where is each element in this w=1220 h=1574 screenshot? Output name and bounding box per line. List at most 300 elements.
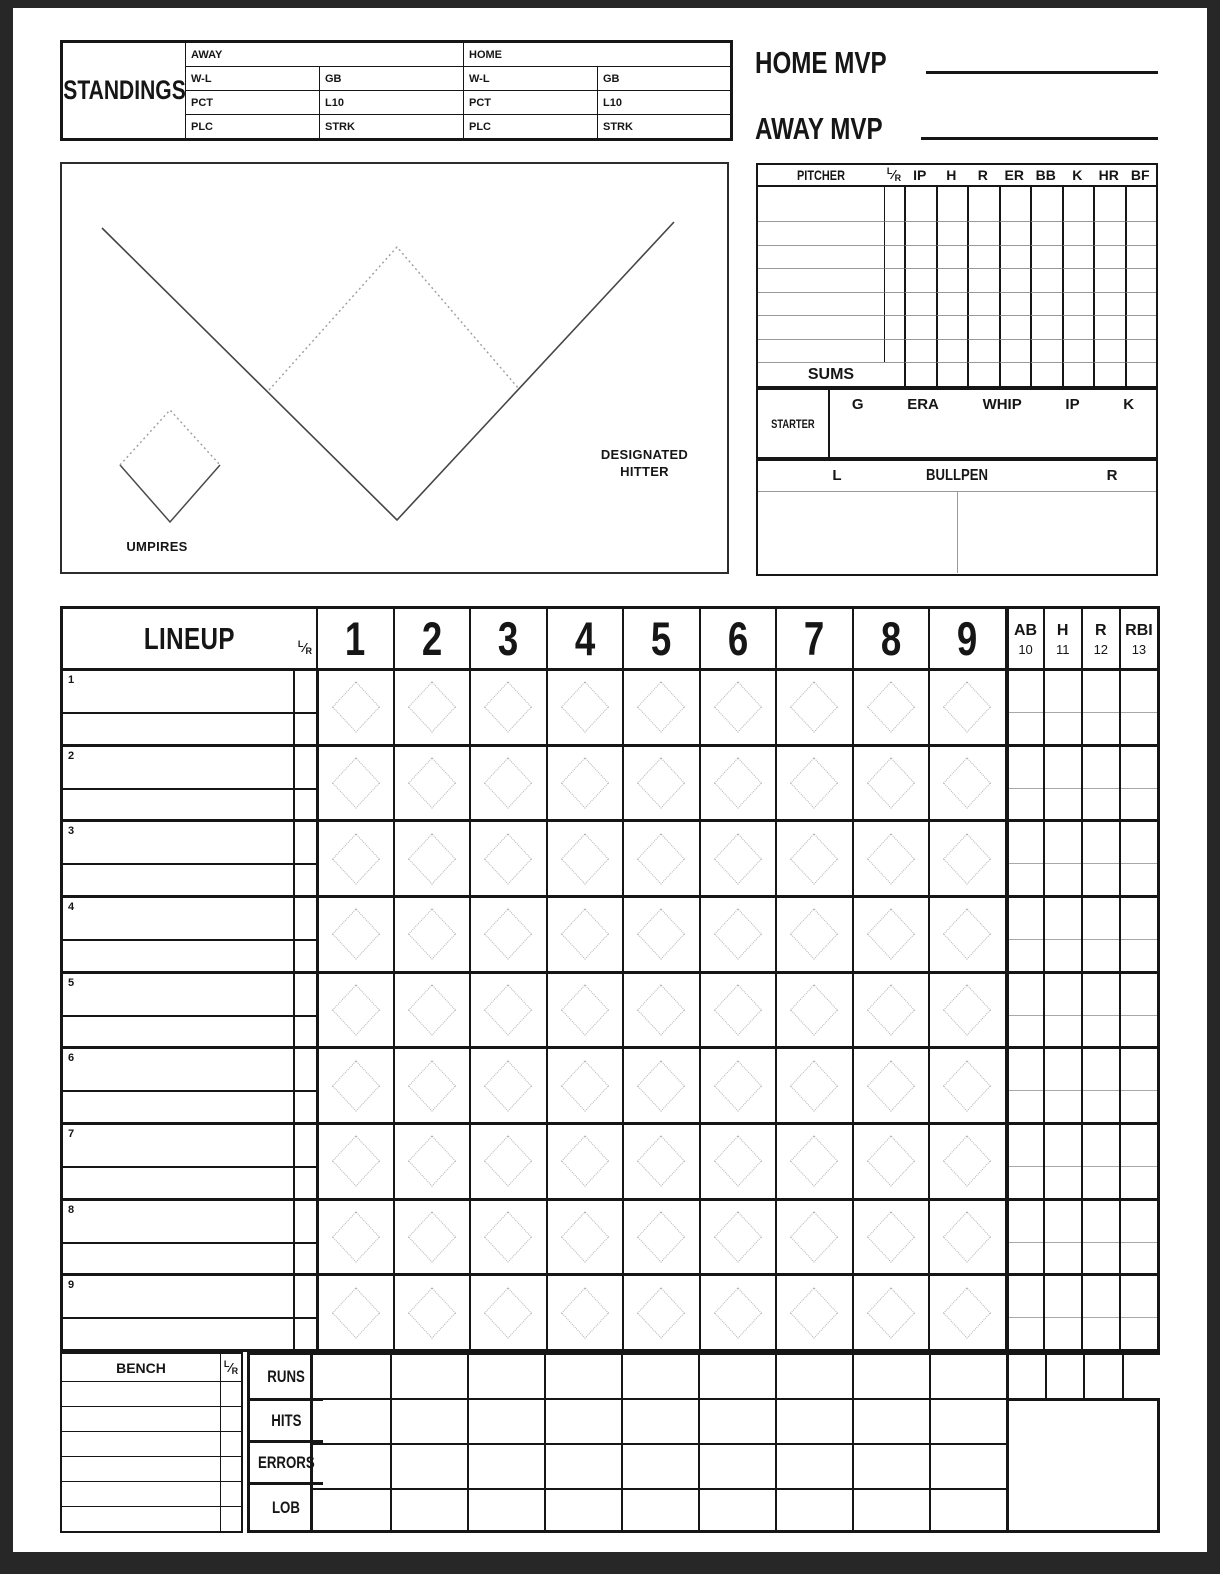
- pitcher-sums-cell[interactable]: [999, 362, 1031, 386]
- inning-cell[interactable]: [469, 1198, 546, 1274]
- pitcher-cell[interactable]: [884, 185, 904, 221]
- standings-home-l10-cell[interactable]: L10: [597, 90, 730, 114]
- inning-cell[interactable]: [469, 1046, 546, 1122]
- stat-cell[interactable]: [1043, 1122, 1081, 1198]
- stat-cell[interactable]: [1005, 668, 1043, 744]
- stat-cell[interactable]: [1081, 1046, 1119, 1122]
- inning-cell[interactable]: [393, 1046, 470, 1122]
- inning-cell[interactable]: [852, 1122, 929, 1198]
- stat-cell[interactable]: [1081, 895, 1119, 971]
- batter-lr-cell[interactable]: [293, 1198, 316, 1274]
- stat-cell[interactable]: [1081, 744, 1119, 820]
- bullpen-right-label: R: [1106, 467, 1118, 484]
- stat-cell[interactable]: [1043, 668, 1081, 744]
- totals-cell[interactable]: [929, 1488, 1006, 1530]
- pitcher-cell[interactable]: [904, 185, 936, 221]
- inning-cell[interactable]: [393, 744, 470, 820]
- stat-cell[interactable]: [1005, 744, 1043, 820]
- inning-cell[interactable]: [928, 895, 1005, 971]
- pitcher-cell[interactable]: [999, 245, 1031, 269]
- inning-cell[interactable]: [699, 668, 776, 744]
- inning-cell[interactable]: [699, 1273, 776, 1349]
- pitcher-col-header: ER: [1004, 167, 1024, 183]
- inning-cell[interactable]: [316, 895, 393, 971]
- pitcher-cell[interactable]: [884, 245, 904, 269]
- standings-away-plc-cell[interactable]: PLC: [185, 114, 319, 138]
- pitcher-sums-cell[interactable]: [1093, 362, 1125, 386]
- standings-away-l10-cell[interactable]: L10: [319, 90, 463, 114]
- inning-cell[interactable]: [852, 668, 929, 744]
- stat-cell[interactable]: [1005, 819, 1043, 895]
- pitcher-cell[interactable]: [758, 315, 884, 339]
- inning-cell[interactable]: [852, 1273, 929, 1349]
- totals-stat-cell[interactable]: [1083, 1352, 1122, 1398]
- pitcher-cell[interactable]: [967, 245, 999, 269]
- stat-cell[interactable]: [1005, 1046, 1043, 1122]
- totals-cell[interactable]: [467, 1352, 544, 1398]
- inning-cell[interactable]: [622, 1046, 699, 1122]
- inning-cell[interactable]: [622, 668, 699, 744]
- inning-cell[interactable]: [775, 1198, 852, 1274]
- standings-home-strk-cell[interactable]: STRK: [597, 114, 730, 138]
- inning-cell[interactable]: [316, 1122, 393, 1198]
- pitcher-cell[interactable]: [1125, 245, 1157, 269]
- bench-lr-cell[interactable]: [220, 1431, 241, 1456]
- inning-cell[interactable]: [852, 1198, 929, 1274]
- pitcher-cell[interactable]: [1093, 185, 1125, 221]
- inning-cell[interactable]: [928, 1198, 1005, 1274]
- pitcher-cell[interactable]: [999, 339, 1031, 363]
- standings-away-wl-cell[interactable]: W-L: [185, 66, 319, 90]
- stat-cell[interactable]: [1005, 1122, 1043, 1198]
- pitcher-cell[interactable]: [758, 268, 884, 292]
- totals-cell[interactable]: [544, 1443, 621, 1488]
- inning-cell[interactable]: [546, 1198, 623, 1274]
- pitcher-cell[interactable]: [884, 339, 904, 363]
- totals-cell[interactable]: [467, 1488, 544, 1530]
- totals-cell[interactable]: [313, 1398, 390, 1443]
- inning-cell[interactable]: [699, 819, 776, 895]
- inning-cell[interactable]: [699, 1198, 776, 1274]
- inning-cell[interactable]: [622, 1198, 699, 1274]
- totals-cell[interactable]: [467, 1443, 544, 1488]
- pitcher-cell[interactable]: [1093, 339, 1125, 363]
- pitcher-cell[interactable]: [967, 339, 999, 363]
- inning-cell[interactable]: [393, 668, 470, 744]
- batter-name-cell[interactable]: [63, 819, 293, 895]
- inning-cell[interactable]: [699, 744, 776, 820]
- totals-cell[interactable]: [313, 1352, 390, 1398]
- inning-cell[interactable]: [622, 895, 699, 971]
- totals-cell[interactable]: [467, 1398, 544, 1443]
- inning-cell[interactable]: [469, 1273, 546, 1349]
- pitcher-cell[interactable]: [967, 185, 999, 221]
- bullpen-right-area[interactable]: [958, 492, 1157, 573]
- batter-lr-cell[interactable]: [293, 1122, 316, 1198]
- pitcher-cell[interactable]: [758, 221, 884, 245]
- bench-lr-header: [220, 1354, 241, 1381]
- pitcher-cell[interactable]: [1030, 221, 1062, 245]
- totals-cell[interactable]: [621, 1398, 698, 1443]
- inning-number: 5: [651, 612, 672, 665]
- totals-cell[interactable]: [621, 1443, 698, 1488]
- pitcher-cell[interactable]: [884, 268, 904, 292]
- bench-lr-cell[interactable]: [220, 1406, 241, 1431]
- stat-cell[interactable]: [1005, 1273, 1043, 1349]
- inning-number: 9: [957, 612, 978, 665]
- inning-cell[interactable]: [852, 819, 929, 895]
- inning-cell[interactable]: [316, 1198, 393, 1274]
- pitcher-cell[interactable]: [904, 268, 936, 292]
- diamond-icon: [714, 1060, 762, 1111]
- pitcher-cell[interactable]: [967, 268, 999, 292]
- totals-cell[interactable]: [544, 1398, 621, 1443]
- inning-cell[interactable]: [316, 668, 393, 744]
- pitcher-cell[interactable]: [1062, 185, 1094, 221]
- totals-cell[interactable]: [852, 1398, 929, 1443]
- totals-cell[interactable]: [621, 1352, 698, 1398]
- stat-cell[interactable]: [1119, 1273, 1157, 1349]
- inning-cell[interactable]: [393, 895, 470, 971]
- inning-cell[interactable]: [928, 971, 1005, 1047]
- stat-cell[interactable]: [1119, 819, 1157, 895]
- totals-cell[interactable]: [698, 1488, 775, 1530]
- inning-cell[interactable]: [775, 895, 852, 971]
- inning-cell[interactable]: [928, 1273, 1005, 1349]
- stat-cell[interactable]: [1081, 1198, 1119, 1274]
- pitcher-cell[interactable]: [999, 268, 1031, 292]
- pitcher-cell[interactable]: [904, 292, 936, 316]
- stat-cell[interactable]: [1043, 1198, 1081, 1274]
- inning-cell[interactable]: [469, 1122, 546, 1198]
- totals-cell[interactable]: [775, 1352, 852, 1398]
- inning-cell[interactable]: [775, 1046, 852, 1122]
- batter-name-cell[interactable]: [63, 1198, 293, 1274]
- totals-cell[interactable]: [775, 1398, 852, 1443]
- pitcher-cell[interactable]: [1030, 268, 1062, 292]
- totals-cell[interactable]: [775, 1443, 852, 1488]
- totals-cell[interactable]: [929, 1443, 1006, 1488]
- bench-name-cell[interactable]: [62, 1406, 220, 1431]
- totals-cell[interactable]: [390, 1398, 467, 1443]
- pitcher-cell[interactable]: [967, 315, 999, 339]
- inning-cell[interactable]: [393, 1122, 470, 1198]
- pitcher-col-header: K: [1072, 167, 1083, 183]
- stat-cell[interactable]: [1119, 744, 1157, 820]
- inning-cell[interactable]: [928, 1046, 1005, 1122]
- inning-cell[interactable]: [852, 1046, 929, 1122]
- inning-cell[interactable]: [469, 744, 546, 820]
- designated-hitter-label: DESIGNATED HITTER: [600, 447, 689, 479]
- totals-cell[interactable]: [852, 1352, 929, 1398]
- pitcher-cell[interactable]: [999, 221, 1031, 245]
- batter-name-cell[interactable]: [63, 1122, 293, 1198]
- inning-cell[interactable]: [622, 819, 699, 895]
- batter-name-cell[interactable]: [63, 744, 293, 820]
- pitcher-cell[interactable]: [967, 221, 999, 245]
- batter-name-cell[interactable]: [63, 1046, 293, 1122]
- inning-cell[interactable]: [775, 744, 852, 820]
- pitcher-cell[interactable]: [936, 185, 968, 221]
- bench-name-cell[interactable]: [62, 1381, 220, 1406]
- pitcher-cell[interactable]: [1030, 339, 1062, 363]
- pitcher-cell[interactable]: [936, 268, 968, 292]
- pitcher-cell[interactable]: [904, 339, 936, 363]
- batter-lr-cell[interactable]: [293, 668, 316, 744]
- inning-number: 4: [574, 612, 595, 665]
- batter-lr-cell[interactable]: [293, 744, 316, 820]
- pitcher-sums-cell[interactable]: [936, 362, 968, 386]
- inning-cell[interactable]: [775, 668, 852, 744]
- inning-cell[interactable]: [393, 1198, 470, 1274]
- pitcher-cell[interactable]: [904, 245, 936, 269]
- inning-cell[interactable]: [622, 971, 699, 1047]
- totals-cell[interactable]: [698, 1398, 775, 1443]
- pitcher-cell[interactable]: [1030, 315, 1062, 339]
- stat-cell[interactable]: [1043, 819, 1081, 895]
- bench-lr-cell[interactable]: [220, 1481, 241, 1506]
- pitcher-sums-cell[interactable]: [967, 362, 999, 386]
- totals-cell[interactable]: [775, 1488, 852, 1530]
- stat-cell[interactable]: [1005, 895, 1043, 971]
- pitcher-cell[interactable]: [999, 315, 1031, 339]
- totals-cell[interactable]: [852, 1443, 929, 1488]
- stat-cell[interactable]: [1043, 1046, 1081, 1122]
- pitcher-cell[interactable]: [1062, 245, 1094, 269]
- pitcher-cell[interactable]: [936, 315, 968, 339]
- pitcher-cell[interactable]: [758, 292, 884, 316]
- inning-cell[interactable]: [928, 819, 1005, 895]
- inning-cell[interactable]: [546, 668, 623, 744]
- inning-cell[interactable]: [316, 744, 393, 820]
- batter-lr-cell[interactable]: [293, 819, 316, 895]
- pitcher-cell[interactable]: [884, 221, 904, 245]
- pitcher-cell[interactable]: [1062, 315, 1094, 339]
- pitcher-cell[interactable]: [904, 315, 936, 339]
- diamond-icon: [867, 1211, 915, 1262]
- stat-cell[interactable]: [1043, 895, 1081, 971]
- standings-away-pct-cell[interactable]: PCT: [185, 90, 319, 114]
- stat-cell[interactable]: [1119, 1198, 1157, 1274]
- standings-home-gb-cell[interactable]: GB: [597, 66, 730, 90]
- pitcher-cell[interactable]: [1093, 245, 1125, 269]
- inning-cell[interactable]: [775, 971, 852, 1047]
- inning-cell[interactable]: [393, 1273, 470, 1349]
- batter-lr-cell[interactable]: [293, 971, 316, 1047]
- totals-cell[interactable]: [698, 1352, 775, 1398]
- totals-stat-cell[interactable]: [1006, 1352, 1045, 1398]
- pitcher-cell[interactable]: [999, 185, 1031, 221]
- batter-name-cell[interactable]: [63, 668, 293, 744]
- inning-cell[interactable]: [546, 819, 623, 895]
- inning-cell[interactable]: [622, 744, 699, 820]
- totals-summary-box[interactable]: [1006, 1398, 1160, 1533]
- totals-cell[interactable]: [544, 1352, 621, 1398]
- stat-cell[interactable]: [1119, 1046, 1157, 1122]
- stat-cell[interactable]: [1043, 744, 1081, 820]
- inning-cell[interactable]: [469, 895, 546, 971]
- inning-cell[interactable]: [699, 971, 776, 1047]
- diamond-icon: [637, 1287, 685, 1338]
- inning-cell[interactable]: [622, 1122, 699, 1198]
- batter-lr-cell[interactable]: [293, 1273, 316, 1349]
- pitcher-sums-cell[interactable]: [1030, 362, 1062, 386]
- totals-cell[interactable]: [852, 1488, 929, 1530]
- pitcher-cell[interactable]: [884, 292, 904, 316]
- pitcher-cell[interactable]: [936, 292, 968, 316]
- inning-cell[interactable]: [393, 819, 470, 895]
- stat-cell[interactable]: [1081, 819, 1119, 895]
- batter-lr-cell[interactable]: [293, 1046, 316, 1122]
- totals-cell[interactable]: [313, 1488, 390, 1530]
- diamond-icon: [790, 984, 838, 1035]
- stat-cell[interactable]: [1005, 1198, 1043, 1274]
- inning-cell[interactable]: [852, 895, 929, 971]
- pitcher-cell[interactable]: [884, 315, 904, 339]
- batter-name-cell[interactable]: [63, 1273, 293, 1349]
- bench-name-cell[interactable]: [62, 1456, 220, 1481]
- inning-cell[interactable]: [928, 1122, 1005, 1198]
- inning-cell[interactable]: [699, 1046, 776, 1122]
- bench-lr-cell[interactable]: [220, 1456, 241, 1481]
- pitcher-sums-cell[interactable]: [1062, 362, 1094, 386]
- bench-name-cell[interactable]: [62, 1506, 220, 1531]
- pitcher-cell[interactable]: [1125, 339, 1157, 363]
- pitcher-cell[interactable]: [1062, 268, 1094, 292]
- pitcher-cell[interactable]: [936, 221, 968, 245]
- standings-home-wl-cell[interactable]: W-L: [463, 66, 597, 90]
- pitcher-cell[interactable]: [904, 221, 936, 245]
- totals-cell[interactable]: [390, 1443, 467, 1488]
- inning-cell[interactable]: [699, 1122, 776, 1198]
- stat-cell[interactable]: [1119, 971, 1157, 1047]
- starter-stats-area[interactable]: [830, 390, 1156, 457]
- pitcher-cell[interactable]: [1125, 221, 1157, 245]
- diamond-icon: [484, 757, 532, 808]
- inning-cell[interactable]: [546, 1122, 623, 1198]
- standings-home-plc-cell[interactable]: PLC: [463, 114, 597, 138]
- inning-cell[interactable]: [469, 668, 546, 744]
- pitcher-cell[interactable]: [1062, 339, 1094, 363]
- away-mvp-input-line[interactable]: [921, 110, 1158, 140]
- pitcher-cell[interactable]: [1093, 268, 1125, 292]
- inning-cell[interactable]: [316, 1273, 393, 1349]
- inning-cell[interactable]: [469, 971, 546, 1047]
- stat-cell[interactable]: [1119, 895, 1157, 971]
- bullpen-left-area[interactable]: [758, 492, 958, 573]
- totals-cell[interactable]: [390, 1352, 467, 1398]
- pitcher-cell[interactable]: [1062, 221, 1094, 245]
- pitcher-cell[interactable]: [1093, 221, 1125, 245]
- pitcher-cell[interactable]: [1030, 185, 1062, 221]
- totals-cell[interactable]: [544, 1488, 621, 1530]
- stat-header-inning: 12: [1093, 642, 1109, 657]
- pitcher-cell[interactable]: [1125, 185, 1157, 221]
- pitcher-cell[interactable]: [1125, 292, 1157, 316]
- stat-cell[interactable]: [1043, 1273, 1081, 1349]
- inning-cell[interactable]: [928, 744, 1005, 820]
- batter-name-cell[interactable]: [63, 895, 293, 971]
- pitcher-cell[interactable]: [1125, 315, 1157, 339]
- inning-cell[interactable]: [775, 1273, 852, 1349]
- stat-cell[interactable]: [1081, 1122, 1119, 1198]
- pitcher-cell[interactable]: [999, 292, 1031, 316]
- pitcher-cell[interactable]: [758, 245, 884, 269]
- stat-cell[interactable]: [1081, 971, 1119, 1047]
- stat-cell[interactable]: [1081, 668, 1119, 744]
- totals-stat-cell[interactable]: [1045, 1352, 1084, 1398]
- pitcher-cell[interactable]: [1125, 268, 1157, 292]
- inning-cell[interactable]: [316, 971, 393, 1047]
- stat-cell[interactable]: [1119, 668, 1157, 744]
- inning-cell[interactable]: [316, 1046, 393, 1122]
- pitcher-cell[interactable]: [758, 339, 884, 363]
- inning-cell[interactable]: [393, 971, 470, 1047]
- standings-away-strk-cell[interactable]: STRK: [319, 114, 463, 138]
- stat-cell[interactable]: [1081, 1273, 1119, 1349]
- pitcher-sums-cell[interactable]: [1125, 362, 1157, 386]
- inning-cell[interactable]: [546, 1273, 623, 1349]
- pitcher-cell[interactable]: [936, 245, 968, 269]
- inning-cell[interactable]: [316, 819, 393, 895]
- standings-home-pct-cell[interactable]: PCT: [463, 90, 597, 114]
- standings-away-gb-cell[interactable]: GB: [319, 66, 463, 90]
- batter-lr-cell[interactable]: [293, 895, 316, 971]
- inning-cell[interactable]: [775, 819, 852, 895]
- inning-cell[interactable]: [546, 971, 623, 1047]
- stat-cell[interactable]: [1043, 971, 1081, 1047]
- stat-cell[interactable]: [1119, 1122, 1157, 1198]
- totals-cell[interactable]: [929, 1398, 1006, 1443]
- inning-cell[interactable]: [699, 895, 776, 971]
- diamond-icon: [408, 757, 456, 808]
- totals-stat-cell[interactable]: [1122, 1352, 1161, 1398]
- inning-cell[interactable]: [775, 1122, 852, 1198]
- inning-cell[interactable]: [928, 668, 1005, 744]
- pitcher-cell[interactable]: [758, 185, 884, 221]
- totals-cell[interactable]: [313, 1443, 390, 1488]
- bench-name-cell[interactable]: [62, 1431, 220, 1456]
- diamond-icon: [790, 833, 838, 884]
- stat-cell[interactable]: [1005, 971, 1043, 1047]
- starter-stat-label: ERA: [907, 396, 939, 413]
- bench-lr-cell[interactable]: [220, 1506, 241, 1531]
- totals-cell[interactable]: [390, 1488, 467, 1530]
- home-mvp-input-line[interactable]: [926, 44, 1158, 74]
- totals-cell[interactable]: [621, 1488, 698, 1530]
- totals-cell[interactable]: [698, 1443, 775, 1488]
- inning-cell[interactable]: [469, 819, 546, 895]
- pitcher-cell[interactable]: [1030, 292, 1062, 316]
- pitcher-cell[interactable]: [936, 339, 968, 363]
- batter-name-cell[interactable]: [63, 971, 293, 1047]
- totals-cell[interactable]: [929, 1352, 1006, 1398]
- inning-cell[interactable]: [546, 1046, 623, 1122]
- pitcher-cell[interactable]: [1030, 245, 1062, 269]
- pitcher-cell[interactable]: [1093, 315, 1125, 339]
- inning-cell[interactable]: [852, 744, 929, 820]
- inning-cell[interactable]: [546, 744, 623, 820]
- inning-cell[interactable]: [546, 895, 623, 971]
- pitcher-sums-cell[interactable]: [904, 362, 936, 386]
- pitcher-cell[interactable]: [967, 292, 999, 316]
- pitcher-cell[interactable]: [1062, 292, 1094, 316]
- pitcher-cell[interactable]: [1093, 292, 1125, 316]
- bench-lr-cell[interactable]: [220, 1381, 241, 1406]
- bench-name-cell[interactable]: [62, 1481, 220, 1506]
- inning-cell[interactable]: [622, 1273, 699, 1349]
- inning-cell[interactable]: [852, 971, 929, 1047]
